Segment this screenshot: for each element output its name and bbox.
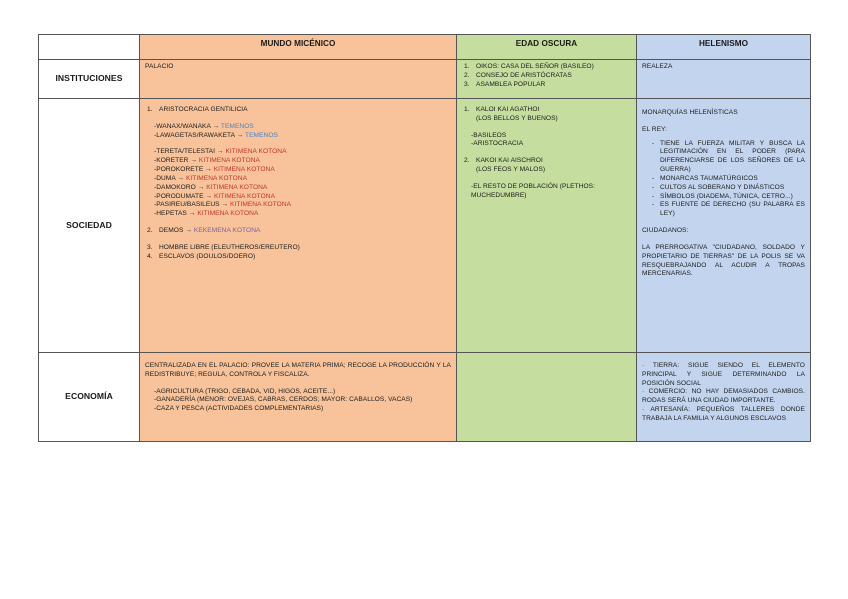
list-item: -TERETA/TELESTAI → KITIMENA KOTONA bbox=[154, 148, 287, 156]
corner-cell bbox=[39, 35, 140, 60]
column-header-edad-oscura: EDAD OSCURA bbox=[457, 35, 637, 60]
list-item: - SÍMBOLOS (DIADEMA, TÚNICA, CETRO...) bbox=[652, 193, 805, 202]
list-item: 2. DEMOS → KEKEMENA KOTONA bbox=[147, 227, 261, 235]
row-instituciones bbox=[39, 60, 811, 99]
list-item: · TIERRA: SIGUE SIENDO EL ELEMENTO PRINCIPAL Y SIGUE DETERMINANDO LA POSICIÓN SOCIAL bbox=[642, 362, 805, 387]
list-item: 1. OIKOS: CASA DEL SEÑOR (BASILEO) bbox=[464, 63, 594, 70]
list-item: -WANAX/WANAKA → TEMENOS bbox=[154, 122, 254, 130]
rey-list bbox=[642, 140, 805, 219]
column-header-micenico: MUNDO MICÉNICO bbox=[140, 35, 457, 60]
list-item: -HEPETAS → KITIMENA KOTONA bbox=[154, 210, 259, 218]
list-item: 2. KAKOI KAI AISCHROI (LOS FEOS Y MALOS) bbox=[464, 157, 546, 174]
economia-oscura bbox=[457, 353, 637, 442]
column-header-helenismo: HELENISMO bbox=[637, 35, 811, 60]
monarquias-heading: MONARQUÍAS HELENÍSTICAS bbox=[642, 109, 738, 116]
list-item: -ARISTOCRACIA bbox=[471, 140, 524, 148]
realeza-text: REALEZA bbox=[642, 63, 673, 70]
row-label-economia: ECONOMÍA bbox=[39, 353, 140, 442]
list-item: 1. ARISTOCRACIA GENTILICIA bbox=[147, 106, 248, 113]
list-item: -DUMA → KITIMENA KOTONA bbox=[154, 174, 248, 182]
list-item: 3. ASAMBLEA POPULAR bbox=[464, 80, 546, 88]
list-item: -LAWAGETAS/RAWAKETA → TEMENOS bbox=[154, 131, 278, 139]
ciudadanos-heading: CIUDADANOS: bbox=[642, 227, 689, 235]
instituciones-helenismo bbox=[637, 60, 811, 99]
resto-poblacion: -EL RESTO DE POBLACIÓN (PLETHOS: MUCHEDUMBRE) bbox=[471, 182, 595, 199]
sociedad-micenico bbox=[140, 99, 457, 353]
rey-heading: EL REY: bbox=[642, 125, 668, 133]
sociedad-oscura bbox=[457, 99, 637, 353]
list-item: -BASILEOS bbox=[471, 131, 507, 139]
list-item: 4. ESCLAVOS (DOULOS/DOERO) bbox=[147, 252, 256, 260]
list-item: 1. KALOI KAI AGATHOI (LOS BELLOS Y BUENOS) bbox=[464, 106, 558, 122]
list-item: -PORODUMATE → KITIMENA KOTONA bbox=[154, 192, 276, 200]
kaloi-sublist bbox=[462, 132, 631, 150]
economia-intro: CENTRALIZADA EN EL PALACIO: PROVEE LA MATERIA PRIMA; RECOGE LA PRODUCCIÓN Y LA REDISTRIBUYE; REGULA, CONTROLA Y FISCALIZA. bbox=[145, 362, 451, 378]
instituciones-micenico bbox=[140, 60, 457, 99]
list-item: - CULTOS AL SOBERANO Y DINÁSTICOS bbox=[652, 184, 805, 193]
list-item: -KORETER → KITIMENA KOTONA bbox=[154, 157, 261, 165]
comparison-table bbox=[38, 34, 811, 442]
list-item: -GANADERÍA (MENOR: OVEJAS, CABRAS, CERDOS; MAYOR: CABALLOS, VACAS) bbox=[154, 396, 413, 404]
list-item: 2. CONSEJO DE ARISTÓCRATAS bbox=[464, 71, 572, 79]
list-item: -DAMOKORO → KITIMENA KOTONA bbox=[154, 183, 268, 191]
list-item: - TIENE LA FUERZA MILITAR Y BUSCA LA LEGITIMACIÓN EN EL PODER (PARA DIFERENCIARSE DE LOS SEÑORES DE LA GUERRA) bbox=[652, 140, 805, 175]
list-item: · COMERCIO: NO HAY DEMASIADOS CAMBIOS. RODAS SERÁ UNA CIUDAD IMPORTANTE. bbox=[642, 388, 805, 405]
row-sociedad bbox=[39, 99, 811, 353]
header-row bbox=[39, 35, 811, 60]
list-item: -POROKORETE → KITIMENA KOTONA bbox=[154, 166, 275, 174]
list-item: - MONARCAS TAUMATÚRGICOS bbox=[652, 175, 805, 184]
list-item: 3. HOMBRE LIBRE (ELEUTHEROS/EREUTERO) bbox=[147, 243, 300, 251]
list-item: · ARTESANÍA: PEQUEÑOS TALLERES DONDE TRABAJA LA FAMILIA Y ALGUNOS ESCLAVOS bbox=[642, 406, 805, 422]
row-economia bbox=[39, 353, 811, 442]
palacio-text: PALACIO bbox=[145, 63, 174, 70]
sociedad-helenismo bbox=[637, 99, 811, 353]
list-item: - ES FUENTE DE DERECHO (SU PALABRA ES LEY) bbox=[652, 201, 805, 219]
instituciones-oscura-list bbox=[462, 63, 631, 89]
kitimena-list bbox=[145, 148, 451, 219]
ciudadanos-text: LA PRERROGATIVA "CIUDADANO, SOLDADO Y PROPIETARIO DE TIERRAS" DE LA POLIS SE VA RESQUEBRAJANDO AL ACUDIR A TROPAS MERCENARIAS. bbox=[642, 243, 805, 278]
economia-list bbox=[145, 388, 451, 414]
row-label-sociedad: SOCIEDAD bbox=[39, 99, 140, 353]
economia-helenismo bbox=[637, 353, 811, 442]
list-item: -CAZA Y PESCA (ACTIVIDADES COMPLEMENTARIAS) bbox=[154, 405, 324, 413]
list-item: -PASIREU/BASILEUS → KITIMENA KOTONA bbox=[154, 201, 292, 209]
list-item: -AGRICULTURA (TRIGO, CEBADA, VID, HIGOS, ACEITE...) bbox=[154, 387, 336, 395]
instituciones-oscura bbox=[457, 60, 637, 99]
row-label-instituciones: INSTITUCIONES bbox=[39, 60, 140, 99]
temenos-list bbox=[145, 123, 451, 141]
economia-micenico bbox=[140, 353, 457, 442]
